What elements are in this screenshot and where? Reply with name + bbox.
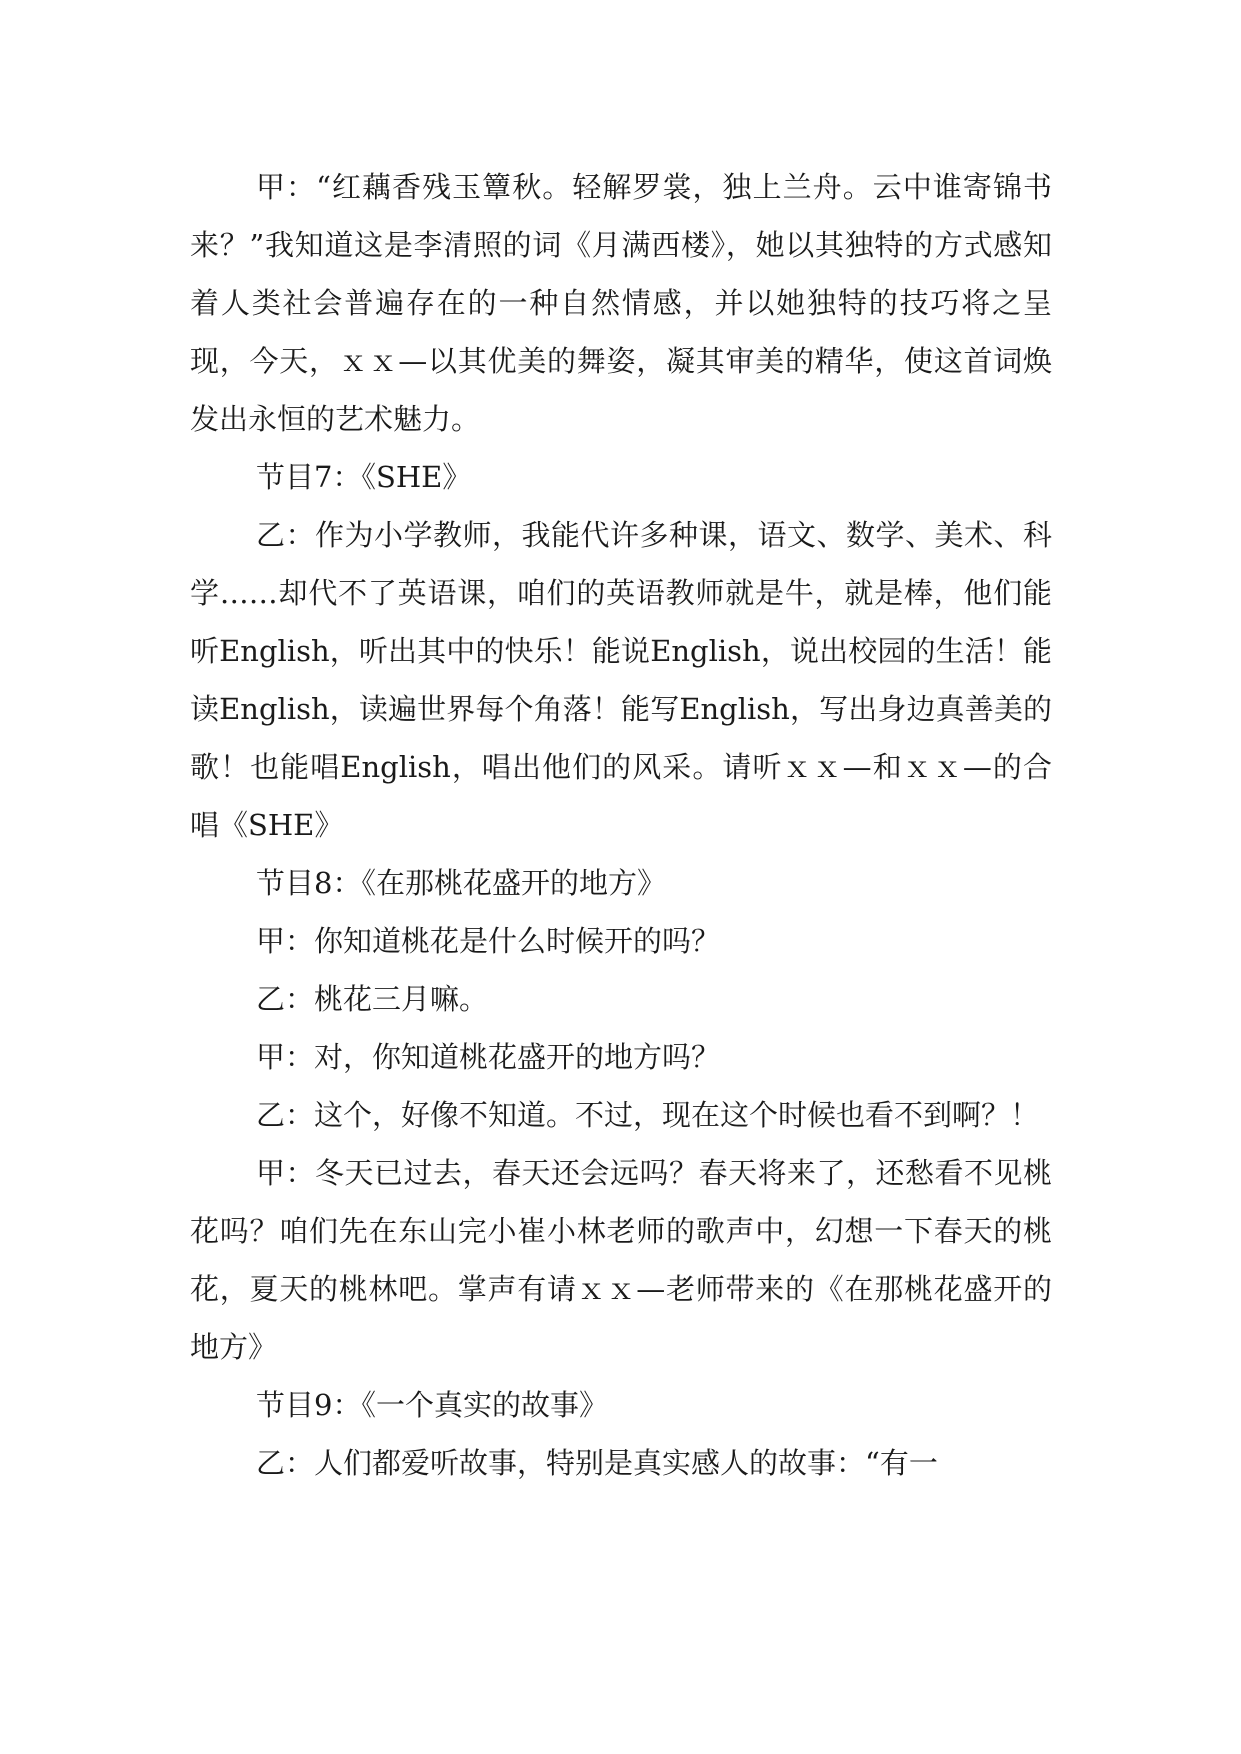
dialogue-line: 乙：这个，好像不知道。不过，现在这个时候也看不到啊？！ — [256, 1098, 1040, 1132]
program-9-heading: 节目9：《一个真实的故事》 — [256, 1388, 608, 1422]
document-body — [190, 158, 1052, 1492]
program-7-heading: 节目7：《SHE》 — [256, 460, 472, 494]
dialogue-line: 乙：桃花三月嘛。 — [256, 982, 489, 1016]
program-8-heading: 节目8：《在那桃花盛开的地方》 — [256, 866, 666, 900]
dialogue-line: 甲：你知道桃花是什么时候开的吗？ — [256, 924, 721, 958]
dialogue-line: 甲：对，你知道桃花盛开的地方吗？ — [256, 1040, 721, 1074]
paragraph-host-a-peach-blossom: 甲：冬天已过去，春天还会远吗？春天将来了，还愁看不见桃花吗？咱们先在东山完小崔小林老师的歌声中，幻想一下春天的桃花，夏天的桃林吧。掌声有请ｘｘ—老师带来的《在那桃花盛开的地方》 — [190, 1156, 1052, 1364]
paragraph-host-b-english-teachers: 乙：作为小学教师，我能代许多种课，语文、数学、美术、科学……却代不了英语课，咱们的英语教师就是牛，就是棒，他们能听English，听出其中的快乐！能说English，说出校园的生活！能读English，读遍世界每个角落！能写English，写出身边真善美的歌！也能唱English，唱出他们的风采。请听ｘｘ—和ｘｘ—的合唱《SHE》 — [190, 518, 1052, 842]
paragraph-host-a-intro-dance: 甲：“红藕香残玉簟秋。轻解罗裳，独上兰舟。云中谁寄锦书来？”我知道这是李清照的词《月满西楼》，她以其独特的方式感知着人类社会普遍存在的一种自然情感，并以她独特的技巧将之呈现，今天，ｘｘ—以其优美的舞姿，凝其审美的精华，使这首词焕发出永恒的艺术魅力。 — [190, 170, 1052, 436]
paragraph-host-b-story: 乙：人们都爱听故事，特别是真实感人的故事：“有一 — [256, 1446, 938, 1480]
